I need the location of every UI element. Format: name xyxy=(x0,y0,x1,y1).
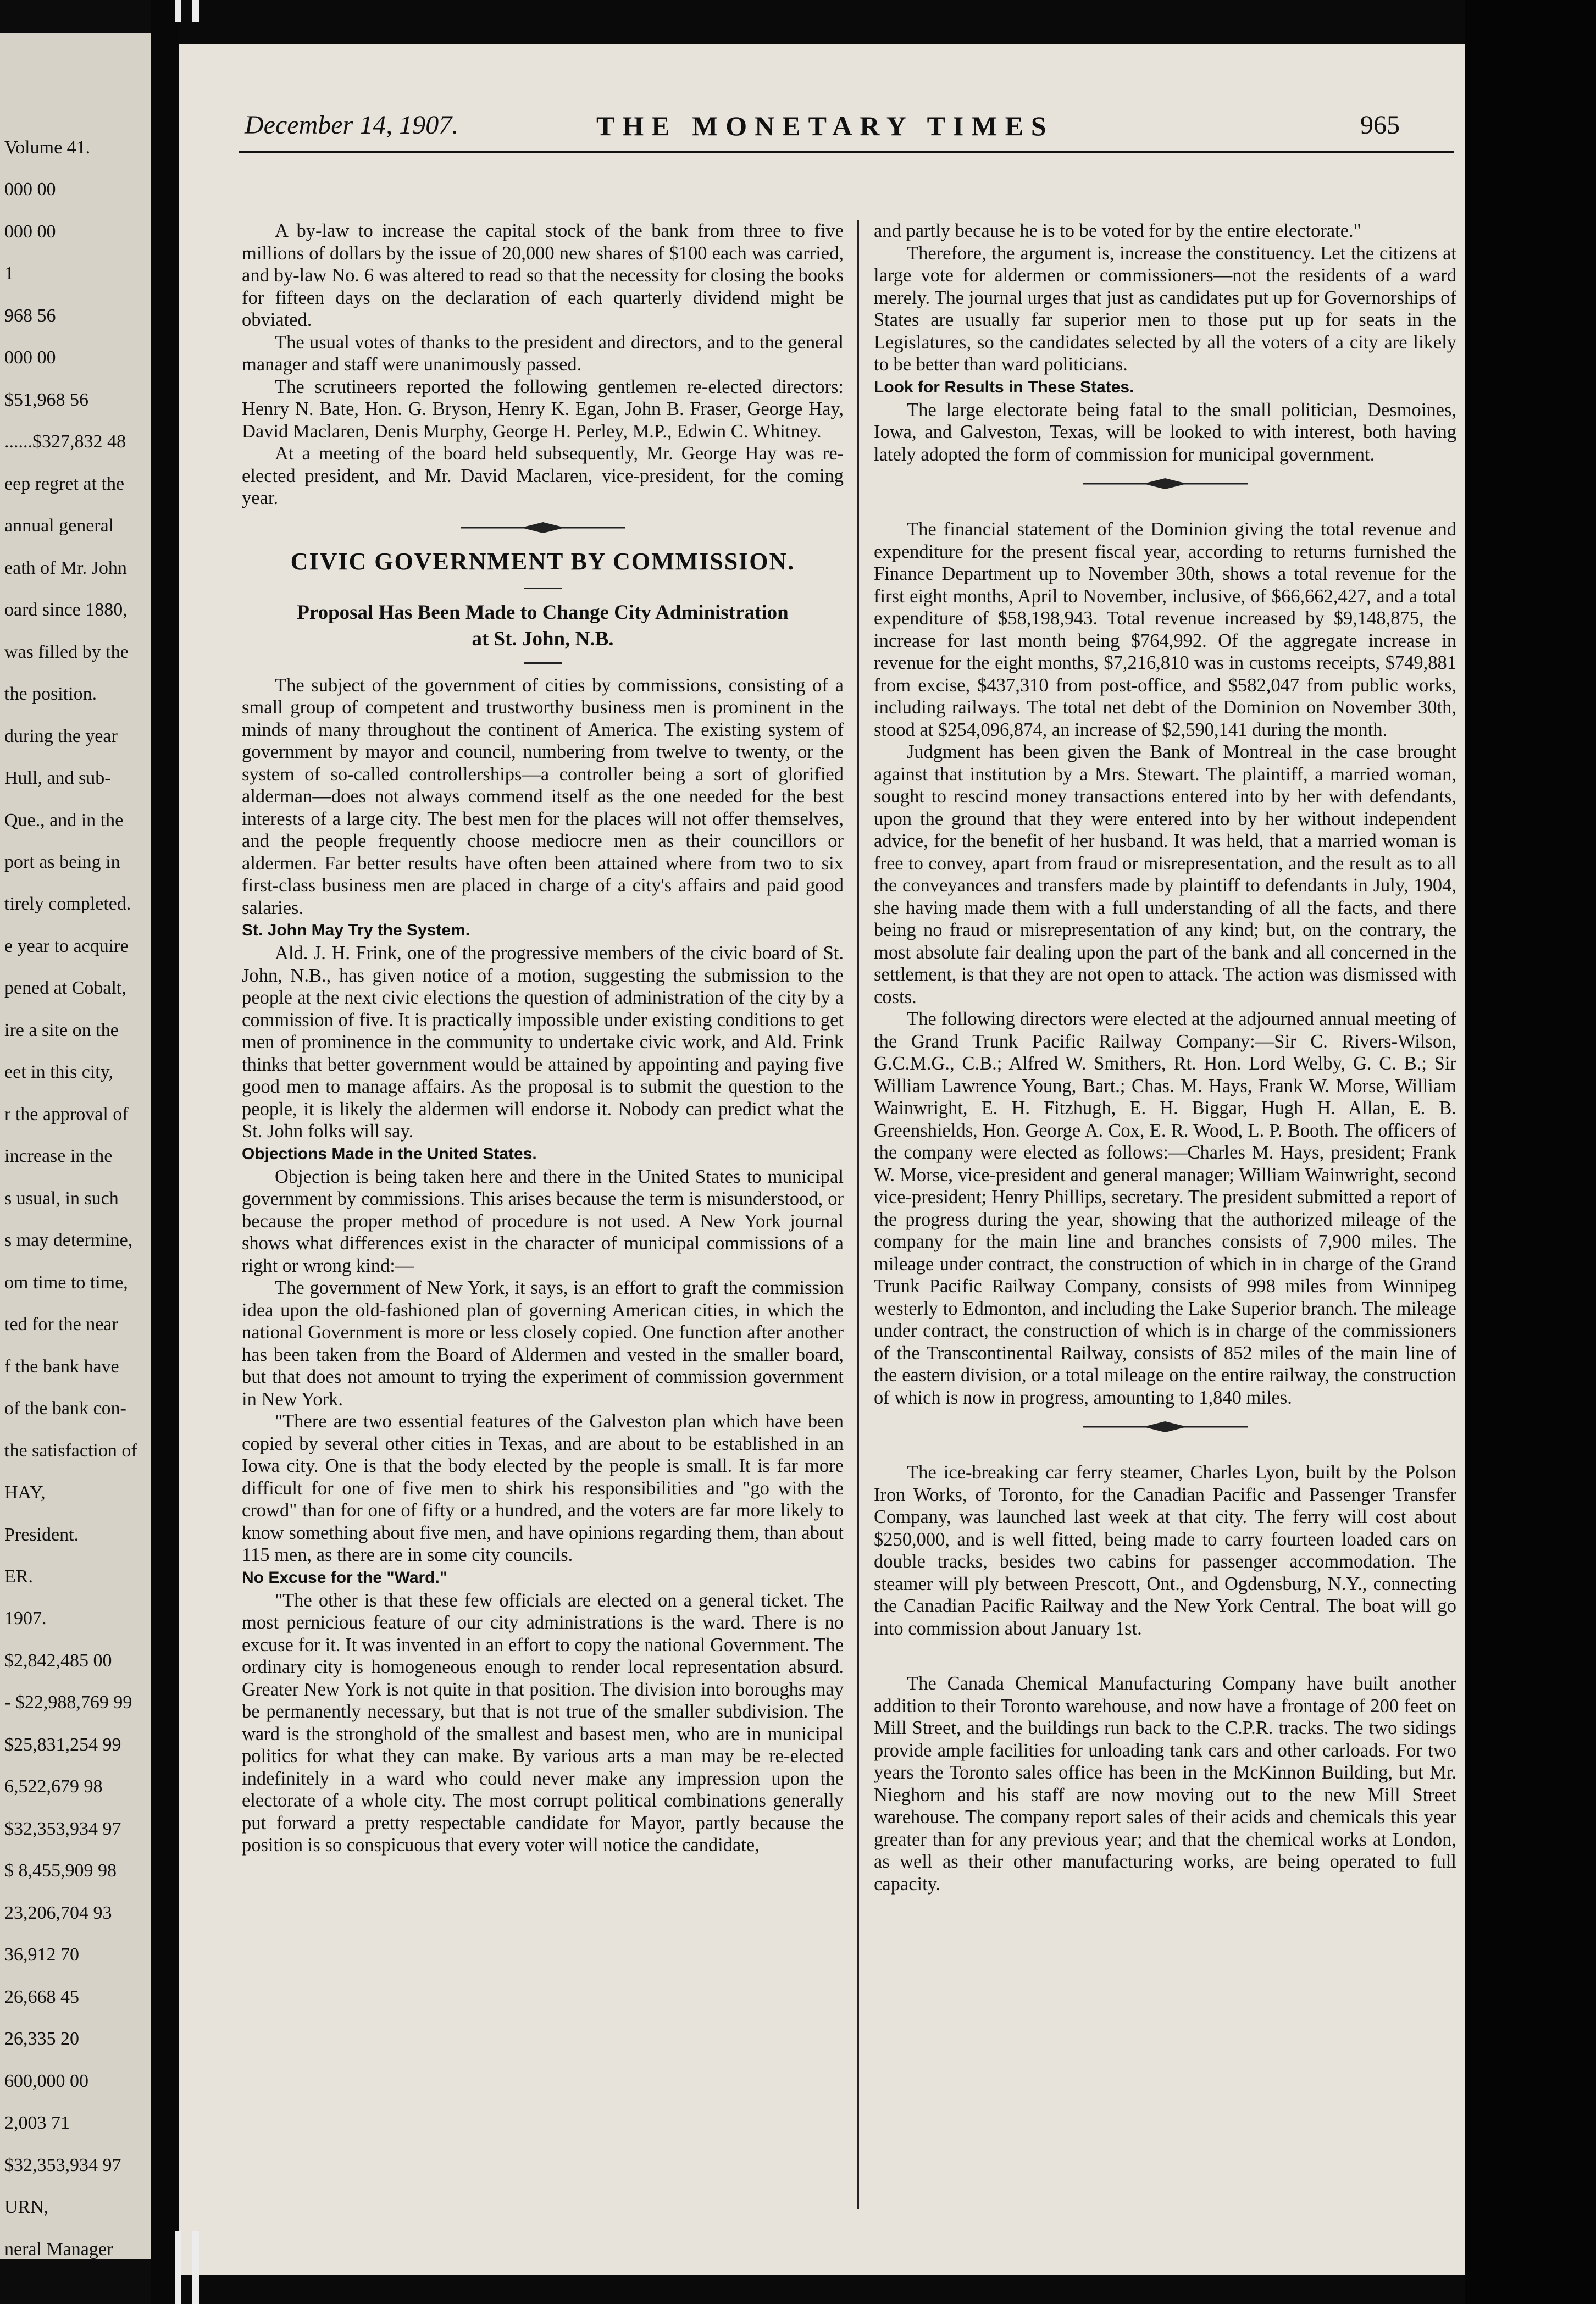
previous-page-line: pened at Cobalt, xyxy=(4,978,126,999)
previous-page-line: $2,842,485 00 xyxy=(4,1650,112,1671)
previous-page-line: Que., and in the xyxy=(4,810,124,830)
continued-paragraph: and partly because he is to be voted for by the entire electorate." xyxy=(874,220,1361,241)
previous-page-line: eep regret at the xyxy=(4,473,125,494)
scan-margin-right xyxy=(1465,0,1596,2304)
binding-mark xyxy=(175,2231,181,2304)
therefore-paragraph: Therefore, the argument is, increase the constituency. Let the citizens at large vote for aldermen or commissioners—not the residents of a ward merely. The journal urges that just as candidates put up for Governorships of States are usually far superior men to those put up for seats in the Legislatures, so the candidates selected by all the voters of a city are likely to be better than ward politicians. xyxy=(874,242,1456,375)
previous-page-line: - $22,988,769 99 xyxy=(4,1692,132,1713)
previous-page-line: Volume 41. xyxy=(4,137,91,158)
previous-page-line: 36,912 70 xyxy=(4,1945,79,1965)
bank-meeting-paragraph-3: The scrutineers reported the following gentlemen re-elected directors: Henry N. Bate, Hon. G. Bryson, Henry K. Egan, John B. Fraser, George Hay, David Maclaren, Denis Murphy, George H. Perley, M.P., Edwin C. Whitney. xyxy=(242,376,844,442)
judgment-paragraph: Judgment has been given the Bank of Montreal in the case brought against that institution by a Mrs. Stewart. The plaintiff, a married woman, sought to rescind money transactions entered into by her with defendants, upon the ground that they were entered into by her without independent advice, for the benefit of her husband. It was held, that a married woman is free to convey, apart from fraud or misrepresentation, and the result as to all the conveyances and transfers made by plaintiff to defendants in July, 1904, she having made them with a full understanding of all the facts, and there being no fraud or misrepresentation of any kind; but, on the contrary, the most absolute fair dealing upon the part of the bank and all concerned in the settlement, is that they are not open to attack. The action was dismissed with costs. xyxy=(874,741,1456,1007)
previous-page-line: Hull, and sub- xyxy=(4,768,111,789)
intro-paragraph: The subject of the government of cities by commissions, consisting of a small group of competent and trustworthy business men is prominent in the minds of many throughout the continent of America. The existing system of government by mayor and council, numbering from twelve to twenty, or the system of so-called controllerships—a controller being a sort of glorified alderman—does not always commend itself as the one needed for the best interests of a large city. The best men for the places will not offer themselves, and the people frequently choose mediocre men as their councillors or aldermen. Far better results have often been attained where from two to six first-class business men are placed in charge of a city's affairs and paid good salaries. xyxy=(242,674,844,918)
subhead-st-john: St. John May Try the System. xyxy=(242,921,470,939)
previous-page-line: port as being in xyxy=(4,852,120,872)
title-rule xyxy=(242,578,844,600)
previous-page-line: HAY, xyxy=(4,1482,46,1503)
article-title: CIVIC GOVERNMENT BY COMMISSION. xyxy=(290,547,795,575)
ornament-divider-icon xyxy=(461,521,625,534)
book-gutter xyxy=(151,0,179,2304)
previous-page-line: ire a site on the xyxy=(4,1020,119,1040)
bank-meeting-paragraph-2: The usual votes of thanks to the president and directors, and to the general manager and staff were unanimously passed. xyxy=(242,331,844,375)
previous-page-line: ER. xyxy=(4,1566,33,1587)
previous-page-line: $32,353,934 97 xyxy=(4,2155,121,2175)
previous-page-line: 1907. xyxy=(4,1608,47,1629)
ward-paragraph: "The other is that these few officials are elected on a general ticket. The most pernicious feature of our city administrations is the ward. There is no excuse for it. It was invented in an effort to copy the national Government. The ordinary city is homogeneous enough to render local representation absurd. Greater New York is not quite in that position. The division into boroughs may be permanently necessary, but that is not true of the smaller subdivision. The ward is the stronghold of the smallest and basest men, who are in municipal politics for what they can make. By various arts a man may be re-elected indefinitely in a ward who could never make any impression upon the electorate of a whole city. The most corrupt political combinations generally put forward a pretty respectable candidate for Mayor, partly because the position is so conspicuous that every voter will notice the candidate, xyxy=(242,1589,844,1856)
previous-page-line: s usual, in such xyxy=(4,1188,119,1209)
previous-page-line: annual general xyxy=(4,516,114,536)
subhead-objections: Objections Made in the United States. xyxy=(242,1144,537,1163)
previous-page-line: increase in the xyxy=(4,1146,113,1167)
header-title: THE MONETARY TIMES xyxy=(596,110,1054,141)
bank-meeting-paragraph-4: At a meeting of the board held subsequently, Mr. George Hay was re-elected president, and Mr. David Maclaren, vice-president, for the coming year. xyxy=(242,443,844,508)
previous-page-line: $25,831,254 99 xyxy=(4,1734,121,1755)
subhead-results: Look for Results in These States. xyxy=(874,378,1134,396)
section-ornament xyxy=(874,466,1456,502)
previous-page-line: ted for the near xyxy=(4,1314,118,1335)
previous-page-line: 6,522,679 98 xyxy=(4,1776,103,1797)
objection-paragraph: Objection is being taken here and there in the United States to municipal government by commissions. This arises because the term is misunderstood, or because the proper method of procedure is not used. A New York journal shows what differences exist in the character of municipal commissions of a right or wrong kind:— xyxy=(242,1166,844,1276)
subtitle-rule xyxy=(242,652,844,674)
previous-page-line: eet in this city, xyxy=(4,1062,113,1083)
section-ornament xyxy=(242,509,844,546)
previous-page-line: URN, xyxy=(4,2197,49,2218)
previous-page-line: 600,000 00 xyxy=(4,2070,88,2091)
subhead-ward: No Excuse for the "Ward." xyxy=(242,1568,448,1587)
financial-statement-paragraph: The financial statement of the Dominion giving the total revenue and expenditure for the present fiscal year, according to returns furnished the Finance Department up to November 30th, shows a total revenue for the first eight months, April to November, inclusive, of $66,662,427, and a total expenditure of $58,198,943. Total revenue increased by $9,148,875, the increase for last month being $764,992. Of the aggregate increase in revenue for the eight months, $7,216,810 was in customs receipts, $749,881 from excise, $437,310 from post-office, and $582,047 from public works, including railways. The total net debt of the Dominion on November 30th, stood at $254,096,874, an increase of $2,590,141 during the month. xyxy=(874,519,1456,740)
previous-page-line: $ 8,455,909 98 xyxy=(4,1860,117,1881)
ornament-divider-icon xyxy=(1083,477,1248,490)
previous-page-line: neral Manager xyxy=(4,2239,113,2259)
previous-page-line: 968 56 xyxy=(4,305,56,326)
new-york-paragraph: The government of New York, it says, is an effort to graft the commission idea upon the old-fashioned plan of governing American cities, in which the national Government is more or less closely copied. One function after another has been taken from the Board of Aldermen and vested in the smaller board, but that does not amount to trying the experiment of commission government in New York. xyxy=(242,1277,844,1410)
previous-page-line: President. xyxy=(4,1524,79,1545)
left-column xyxy=(242,220,844,1857)
previous-page-line: 23,206,704 93 xyxy=(4,1902,112,1923)
header-page-number: 965 xyxy=(1360,110,1400,140)
previous-page-line: of the bank con- xyxy=(4,1398,126,1419)
header-rule xyxy=(239,151,1454,153)
chemical-company-paragraph: The Canada Chemical Manufacturing Company have built another addition to their Toronto warehouse, and now have a frontage of 200 feet on Mill Street, and the buildings run back to the C.P.R. tracks. The two sidings provide ample facilities for unloading tank cars and other carloads. For two years the Toronto sales office has been in the McKinnon Building, but Mr. Nieghorn and his staff are now moving out to the new Mill Street warehouse. The company report sales of their acids and chemicals this year greater than for any previous year; and that the chemical works at London, as well as their other manufacturing works, are being operated to full capacity. xyxy=(874,1673,1456,1895)
ornament-divider-icon xyxy=(1083,1420,1248,1433)
section-ornament xyxy=(874,1409,1456,1445)
states-paragraph: The large electorate being fatal to the small politician, Desmoines, Iowa, and Galveston, Texas, will be looked to with interest, both having lately adopted the form of commission for municipal government. xyxy=(874,399,1456,465)
bank-meeting-paragraph-1: A by-law to increase the capital stock of the bank from three to five millions of dollars by the issue of 20,000 new shares of $100 each was carried, and by-law No. 6 was altered to read so that the necessity for closing the books for fifteen days on the declaration of each quarterly dividend might be obviated. xyxy=(242,220,844,330)
previous-page-line: 000 00 xyxy=(4,179,56,200)
previous-page-line: 1 xyxy=(4,263,14,284)
previous-page-line: oard since 1880, xyxy=(4,600,128,621)
previous-page-line: 2,003 71 xyxy=(4,2113,70,2134)
previous-page-line: 000 00 xyxy=(4,347,56,368)
ferry-paragraph: The ice-breaking car ferry steamer, Charles Lyon, built by the Polson Iron Works, of Toronto, for the Canadian Pacific and Passenger Transfer Company, was launched last week at that city. The ferry will cost about $250,000, and is well fitted, being made to carry fourteen loaded cars on double tracks, besides two cabins for passenger accommodation. The steamer will ply between Prescott, Ont., and Ogdensburg, N.Y., connecting the Canadian Pacific Railway and the New York Central. The boat will go into commission about January 1st. xyxy=(874,1462,1456,1639)
previous-page-line: eath of Mr. John xyxy=(4,557,127,578)
right-column xyxy=(874,220,1456,1895)
grand-trunk-paragraph: The following directors were elected at the adjourned annual meeting of the Grand Trunk Pacific Railway Company:—Sir C. Rivers-Wilson, G.C.M.G., C.B.; Alfred W. Smithers, Rt. Hon. Lord Welby, G. C. B.; Sir William Lawrence Young, Bart.; Chas. M. Hays, Frank W. Morse, William Wainwright, E. H. Fitzhugh, E. H. Biggar, Hugh H. Allan, E. B. Greenshields, Hon. George A. Cox, E. R. Wood, L. P. Booth. The officers of the company were elected as follows:—Charles M. Hays, president; Frank W. Morse, vice-president and general manager; William Wainwright, second vice-president; Henry Phillips, secretary. The president submitted a report of the progress during the year, showing that the authorized mileage of the company for the main line and branches consists of 7,900 miles. The mileage under contract, the construction of which in in charge of the Grand Trunk Pacific Railway Company, consists of 998 miles from Winnipeg westerly to Edmonton, and including the Lake Superior branch. The mileage under contract, the construction of which is in charge of the commissioners of the Transcontinental Railway, consists of 852 miles of the main line of the eastern division, or a total mileage on the entire railway, the construction of which is now in progress, amounting to 1,840 miles. xyxy=(874,1009,1456,1408)
galveston-paragraph: "There are two essential features of the Galveston plan which have been copied by several other cities in Texas, and are about to be established in an Iowa city. One is that the body elected by the people is small. It is far more difficult for one of five men to shirk his responsibilities and "go with the crowd" than for one of fifty or a hundred, and the voters are far more likely to know something about five men, and have opinions regarding them, than about 115 men, as there are in some city councils. xyxy=(242,1411,844,1565)
previous-page-fragment xyxy=(0,33,151,2259)
previous-page-line: $51,968 56 xyxy=(4,389,88,410)
previous-page-line: ......$327,832 48 xyxy=(4,431,126,452)
previous-page-line: was filled by the xyxy=(4,641,129,662)
previous-page-line: r the approval of xyxy=(4,1104,129,1125)
header-date: December 14, 1907. xyxy=(245,110,459,140)
newspaper-page xyxy=(179,44,1465,2275)
previous-page-line: 000 00 xyxy=(4,221,56,242)
previous-page-line: e year to acquire xyxy=(4,935,129,956)
previous-page-line: tirely completed. xyxy=(4,894,131,915)
previous-page-line: the position. xyxy=(4,684,97,705)
previous-page-line: 26,335 20 xyxy=(4,2029,79,2050)
previous-page-line: om time to time, xyxy=(4,1272,128,1293)
frink-paragraph: Ald. J. H. Frink, one of the progressive members of the civic board of St. John, N.B., has given notice of a motion, suggesting the submission to the people at the next civic elections the question of administration of the city by a commission of five. It is practically impossible under existing conditions to get men of prominence in the community to undertake civic work, and Ald. Frink thinks that better government would be attained by appointing and paying five good men to manage affairs. As the proposal is to submit the question to the people, it is likely the aldermen will endorse it. Nobody can predict what the St. John folks will say. xyxy=(242,943,844,1142)
binding-mark xyxy=(175,0,181,22)
previous-page-line: f the bank have xyxy=(4,1356,119,1377)
previous-page-line: s may determine, xyxy=(4,1230,133,1251)
binding-mark xyxy=(192,2231,199,2304)
article-subtitle-line-2: at St. John, N.B. xyxy=(472,627,614,650)
previous-page-line: the satisfaction of xyxy=(4,1440,137,1461)
binding-mark xyxy=(192,0,199,22)
previous-page-line: 26,668 45 xyxy=(4,1986,79,2007)
previous-page-line: during the year xyxy=(4,725,118,746)
column-rule xyxy=(857,220,859,2209)
previous-page-line: $32,353,934 97 xyxy=(4,1818,121,1839)
article-subtitle-line-1: Proposal Has Been Made to Change City Administration xyxy=(297,601,789,624)
